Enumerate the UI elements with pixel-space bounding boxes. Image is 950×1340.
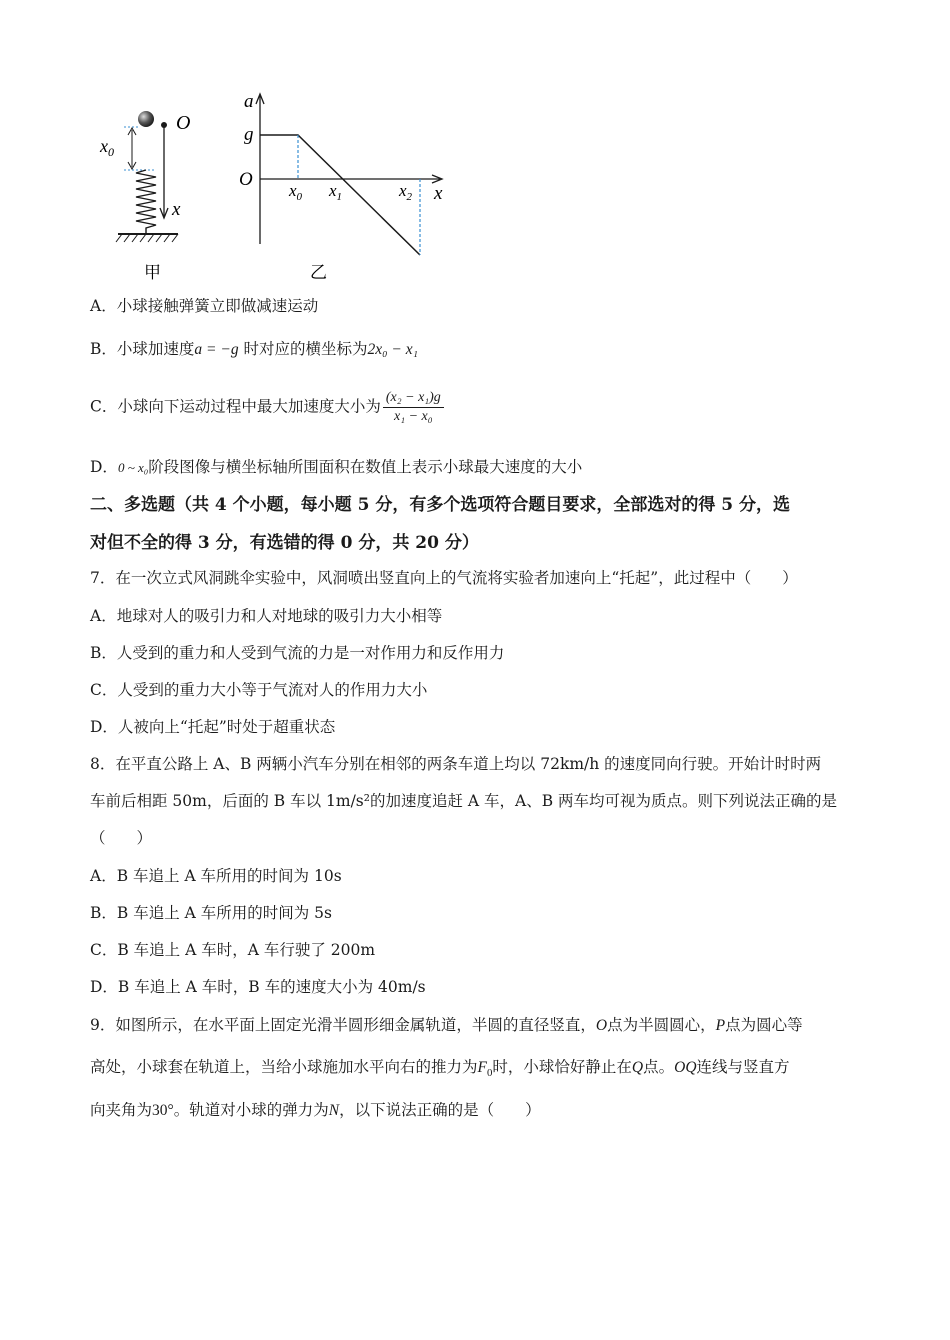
d-math-range: 0 ~ x₀ bbox=[117, 460, 149, 475]
q8-option-a: A．B 车追上 A 车所用的时间为 10s bbox=[90, 867, 342, 885]
b-math-expr: a = −g bbox=[194, 341, 239, 358]
x0-tick: $x_0$ bbox=[289, 181, 303, 203]
section-2-heading-line2: 对但不全的得 3 分，有选错的得 0 分，共 20 分） bbox=[90, 533, 479, 553]
q8-option-d: D．B 车追上 A 车时，B 车的速度大小为 40m/s bbox=[90, 978, 426, 996]
q6-option-d: D．0 ~ x₀阶段图像与横坐标轴所围面积在数值上表示小球最大速度的大小 bbox=[90, 458, 583, 476]
q9-stem-line2: 高处，小球套在轨道上，当给小球施加水平向右的推力为$F_0$时，小球恰好静止在Q点。OQ连线与竖直方 bbox=[90, 1058, 790, 1080]
x0-label: $x_0$ bbox=[100, 136, 114, 159]
x-axis-label: x bbox=[172, 199, 181, 220]
section-2-heading-line1: 二、多选题（共 4 个小题，每小题 5 分，有多个选项符合题目要求，全部选对的得 5 分，选 bbox=[90, 495, 790, 515]
q7-stem: 7．在一次立式风洞跳伞实验中，风洞喷出竖直向上的气流将实验者加速向上“托起”，此过程中（ ） bbox=[90, 569, 798, 587]
a-axis-label: a bbox=[244, 91, 254, 112]
caption-yi: 乙 bbox=[310, 263, 327, 282]
q7-option-b: B．人受到的重力和人受到气流的力是一对作用力和反作用力 bbox=[90, 644, 505, 662]
graph-x-label: x bbox=[434, 183, 443, 204]
q6-option-c: C．小球向下运动过程中最大加速度大小为 $\frac{\text{(x₂ − x₁)g}}{\text{x₁ − x₀}}$ bbox=[90, 389, 444, 426]
spring-diagram bbox=[99, 111, 190, 282]
spring bbox=[136, 170, 156, 234]
q8-stem-line1: 8．在平直公路上 A、B 两辆小汽车分别在相邻的两条车道上均以 72km/h 的速度同向行驶。开始计时时两 bbox=[90, 755, 822, 773]
q6-option-a: A．小球接触弹簧立即做减速运动 bbox=[90, 297, 319, 315]
q8-option-b: B．B 车追上 A 车所用的时间为 5s bbox=[90, 904, 332, 922]
q7-option-c: C．人受到的重力大小等于气流对人的作用力大小 bbox=[90, 681, 428, 699]
caption-jia: 甲 bbox=[144, 263, 161, 282]
g-label: g bbox=[244, 124, 254, 145]
q7-option-a: A．地球对人的吸引力和人对地球的吸引力大小相等 bbox=[90, 607, 443, 625]
ball bbox=[138, 111, 154, 127]
q8-stem-line2: 车前后相距 50m，后面的 B 车以 1m/s²的加速度追赶 A 车，A、B 两车均可视为质点。则下列说法正确的是 bbox=[90, 792, 838, 810]
q9-stem-line1: 9．如图所示，在水平面上固定光滑半圆形细金属轨道，半圆的直径竖直，O点为半圆圆心，P点为圆心等 bbox=[90, 1016, 803, 1034]
q6-figure bbox=[88, 82, 468, 282]
q7-option-d: D．人被向上“托起”时处于超重状态 bbox=[90, 718, 336, 736]
q6-option-b: B．小球加速度a = −g 时对应的横坐标为2x₀ − x₁ bbox=[90, 340, 419, 358]
o-label: O bbox=[176, 112, 191, 134]
graph-o-label: O bbox=[239, 169, 253, 190]
x1-tick: $x_1$ bbox=[329, 181, 343, 203]
c-fraction: $\frac{\text{(x₂ − x₁)g}}{\text{x₁ − x₀}}$ bbox=[383, 389, 444, 426]
x2-tick: $x_2$ bbox=[399, 181, 413, 203]
q9-stem-line3: 向夹角为30°。轨道对小球的弹力为N，以下说法正确的是（ ） bbox=[90, 1101, 541, 1119]
b-math-expr2: 2x₀ − x₁ bbox=[367, 341, 419, 358]
ax-graph bbox=[239, 91, 443, 282]
q8-stem-line3: （ ） bbox=[90, 829, 153, 847]
q8-option-c: C．B 车追上 A 车时，A 车行驶了 200m bbox=[90, 941, 376, 959]
